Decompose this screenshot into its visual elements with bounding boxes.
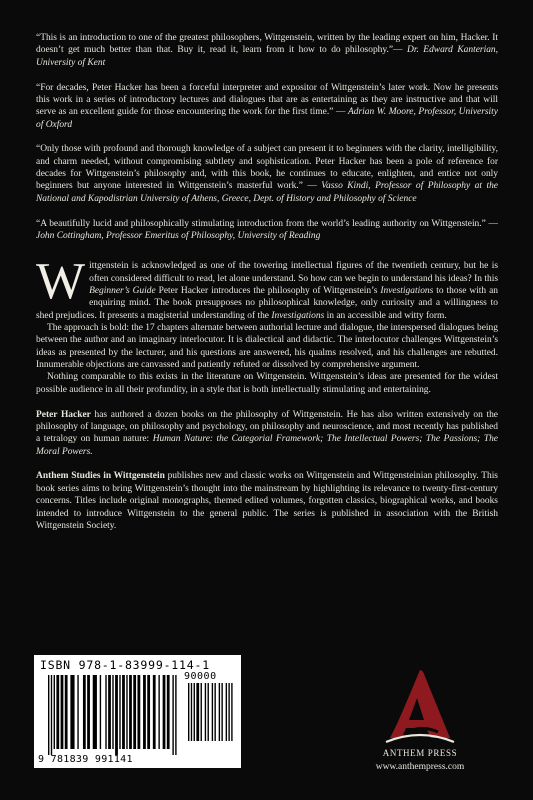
series-name: Anthem Studies in Wittgenstein: [36, 471, 165, 482]
drop-cap: W: [36, 253, 86, 311]
blurb-4: [36, 218, 498, 243]
description-italic: Beginner’s Guide: [89, 286, 156, 296]
barcode-bar: [83, 675, 86, 749]
isbn-label: ISBN 978-1-83999-114-1: [40, 658, 210, 672]
ean-barcode-bars: [48, 675, 178, 755]
barcode-bar: [54, 675, 55, 749]
blurb-3-quote: “Only those with profound and thorough knowledge of a subject can present it to beginners with the clarity, intelligibility, and charm needed, without compromising subtlety and sophistication. Peter Hacker has been a pole of reference for decades for Wittgenstein’s philosophy and, with this book, he continues to educate, enlighten, and entice not only beginners but anyone interested in Wittgenstein’s masterful work.” —: [36, 144, 498, 192]
barcode-bar: [70, 675, 74, 749]
barcode-bar: [147, 675, 150, 749]
blurb-4-attribution: John Cottingham, Professor Emeritus of Philosophy, University of Reading: [36, 230, 321, 241]
blurb-1: [36, 32, 498, 69]
barcode-bar: [167, 675, 170, 749]
barcode-bar: [208, 683, 209, 741]
barcode-bar: [212, 683, 213, 741]
barcode-bar: [119, 675, 120, 749]
book-description: [36, 253, 498, 396]
barcode-bar: [221, 683, 222, 741]
publisher-name: ANTHEM PRESS: [382, 748, 458, 758]
barcode-bar: [153, 675, 156, 749]
barcode-bar: [137, 675, 140, 749]
barcode-bar: [226, 683, 227, 741]
barcode-bar: [115, 675, 118, 755]
description-text: to those with an enquiring mind. The book presupposes no philosophical knowledge, only curiosity and a willingness to shed prejudices. It presents a magisterial understanding of the: [36, 286, 498, 321]
barcode-bar: [205, 683, 206, 741]
description-italic: Investigations: [380, 286, 434, 296]
description-text: ittgenstein is acknowledged as one of the towering intellectual figures of the twentieth century, but he is often considered difficult to read, let alone understand. So how can we begin to understand his ideas? In this: [89, 261, 498, 284]
barcode-bar: [112, 675, 113, 749]
addon-barcode-bars: [188, 683, 234, 747]
barcode-bar: [100, 675, 101, 749]
blurb-4-quote: “A beautifully lucid and philosophically stimulating introduction from the world’s leading authority on Wittgenstein.” —: [36, 218, 498, 229]
series-text: publishes new and classic works on Wittgenstein and Wittgensteinian philosophy. This book series aims to bring Wittgenstein’s thought into the mainstream by highlighting its relevance to twenty-first-century concerns. Titles include original monographs, themed edited volumes, forgotten classics, biographical works, and books intended to introduce Wittgenstein to the general public. The series is published in association with the British Wittgenstein Society.: [36, 471, 498, 531]
barcode-bar: [77, 675, 78, 749]
barcode-bar: [61, 675, 64, 749]
barcode-bar: [56, 675, 59, 749]
barcode-bar: [188, 683, 189, 741]
description-text: Peter Hacker introduces the philosophy of Wittgenstein’s: [155, 286, 381, 296]
barcode-bar: [129, 675, 132, 749]
blurb-1-attribution: Dr. Edward Kanterian, University of Kent: [36, 45, 498, 68]
barcode-bar: [48, 675, 49, 755]
barcode-bar: [196, 683, 199, 741]
barcode-bar: [105, 675, 106, 749]
barcode-bar: [126, 675, 127, 749]
barcode-bar: [191, 683, 192, 741]
blurb-2: [36, 82, 498, 131]
barcode-bar: [228, 683, 229, 741]
barcode-bar: [201, 683, 202, 741]
description-paragraph-3: Nothing comparable to this exists in the literature on Wittgenstein. Wittgenstein’s ideas are presented for the widest possible audience in all their profundity, in a style that is both intellectually stimulating and entertaining.: [36, 372, 498, 395]
price-addon-number: 90000: [184, 671, 217, 682]
barcode-bar: [143, 675, 146, 749]
blurb-2-quote: “For decades, Peter Hacker has been a forceful interpreter and expositor of Wittgenstein’s later work. Now he presents this work in a series of introductory lectures and dialogues that are as entertaining as they are instructive and that will serve as an excellent guide for those encountering the work for the first time.” —: [36, 82, 498, 118]
isbn-barcode: [34, 655, 241, 768]
author-book-titles: Human Nature: the Categorial Framework; The Intellectual Powers; The Passions; The Moral Powers.: [36, 434, 498, 457]
barcode-bar: [93, 675, 97, 749]
barcode-bar: [158, 675, 159, 749]
description-text: in an accessible and witty form.: [324, 310, 447, 321]
barcode-bar: [194, 683, 195, 741]
barcode-bar: [219, 683, 220, 741]
barcode-bar: [133, 675, 136, 749]
series-description: [36, 470, 498, 532]
barcode-bar: [87, 675, 90, 749]
barcode-bar: [231, 683, 232, 741]
description-paragraph-2: The approach is bold: the 17 chapters alternate between authorial lecture and dialogue, the interspersed dialogues being between the author and an imaginary interlocutor. It is dialectical and didactic. The interlocutor challenges Wittgenstein’s ideas as presented by the lecturer, and his questions are answered, his qualms resolved, and his challenges are rebutted. Innumerable objections are canvassed and patiently refuted or dissolved by comprehensive argument.: [36, 323, 498, 371]
blurb-3-attribution: Vasso Kindi, Professor of Philosophy at the National and Kapodistrian University of Athens, Greece, Dept. of History and Philosophy of Science: [36, 181, 498, 204]
barcode-bar: [108, 675, 111, 749]
author-bio-text: has authored a dozen books on the philosophy of Wittgenstein. He has also written extensively on the philosophy of language, on philosophy and psychology, on philosophy and neuroscience, and most recently has published a tetralogy on human nature:: [36, 409, 498, 445]
anthem-press-a-logo-icon: [384, 668, 456, 746]
publisher-block: [340, 668, 500, 778]
publisher-url: www.anthempress.com: [375, 762, 465, 772]
barcode-bar: [51, 675, 52, 755]
blurb-2-attribution: Adrian W. Moore, Professor, University of Oxford: [36, 107, 498, 130]
blurb-3: [36, 143, 498, 205]
barcode-bar: [214, 683, 215, 741]
barcode-bar: [175, 675, 176, 755]
description-italic: Investigations: [271, 310, 325, 321]
author-name: Peter Hacker: [36, 409, 91, 420]
barcode-bar: [122, 675, 125, 749]
blurb-1-quote: “This is an introduction to one of the greatest philosophers, Wittgenstein, written by the leading expert on him, Hacker. It doesn’t get much better than that. Buy it, read it, learn from it how to do philosophy.”—: [36, 33, 498, 56]
back-cover-text: [36, 32, 498, 532]
barcode-bar: [163, 675, 166, 749]
author-bio: [36, 409, 498, 458]
ean-digits: 9 781839 991141: [38, 754, 133, 765]
barcode-bar: [172, 675, 173, 755]
barcode-bar: [65, 675, 68, 749]
description-paragraph-1: [36, 253, 498, 322]
